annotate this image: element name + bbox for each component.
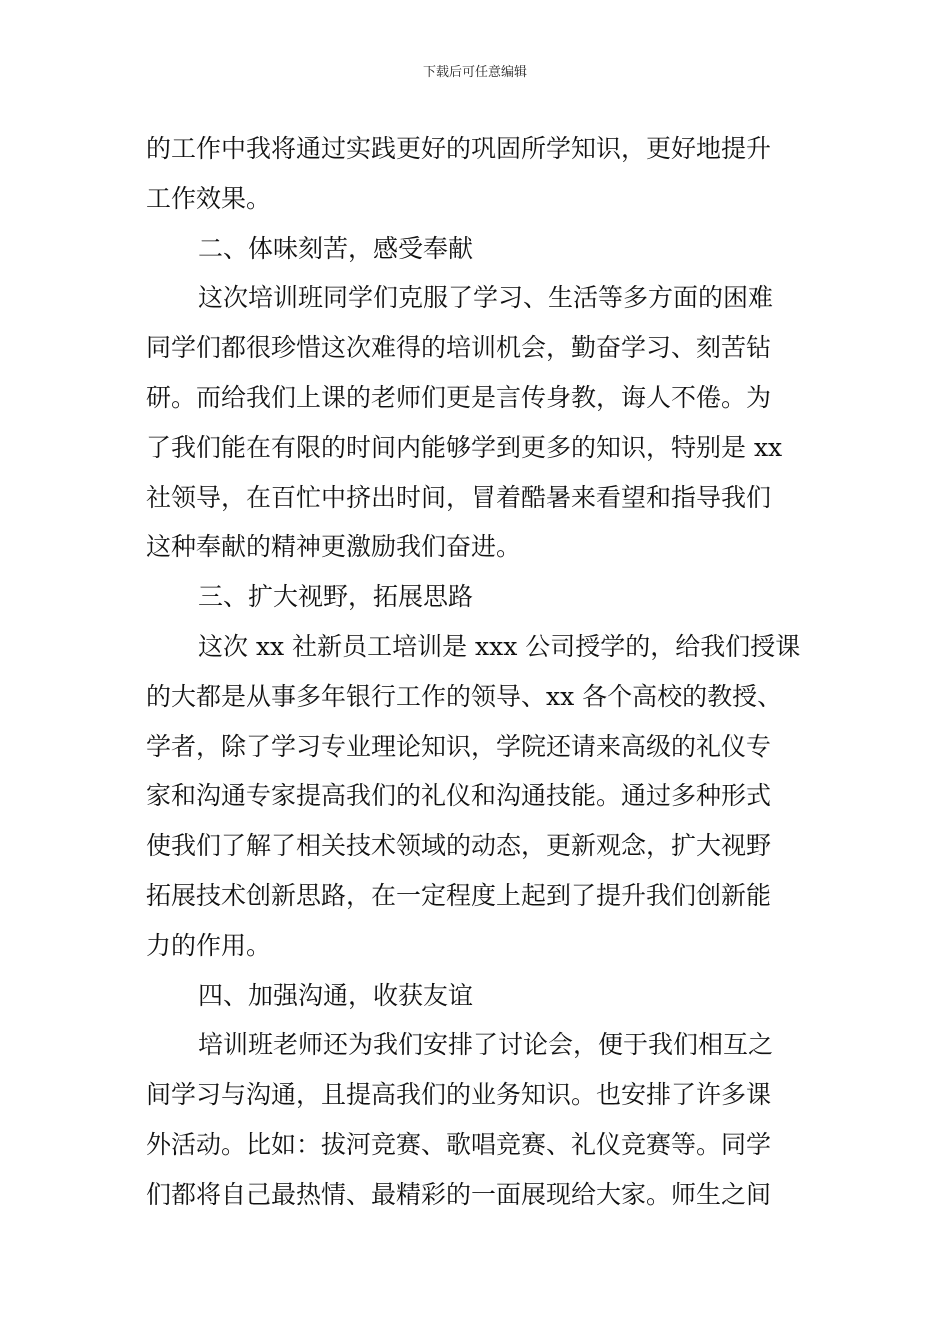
text-line: 力的作用。 bbox=[146, 930, 272, 960]
text-line: 拓展技术创新思路，在一定程度上起到了提升我们创新能 bbox=[146, 880, 772, 910]
text-line: 二、体味刻苦，感受奉献 bbox=[198, 233, 474, 263]
text-line: 同学们都很珍惜这次难得的培训机会，勤奋学习、刻苦钻 bbox=[146, 333, 772, 363]
text-line: 这种奉献的精神更激励我们奋进。 bbox=[146, 532, 522, 562]
text-line: 们都将自己最热情、最精彩的一面展现给大家。师生之间 bbox=[146, 1179, 772, 1209]
text-line: 了我们能在有限的时间内能够学到更多的知识，特别是 xx bbox=[146, 432, 783, 462]
text-line: 的工作中我将通过实践更好的巩固所学知识，更好地提升 bbox=[146, 134, 772, 163]
text-line: 社领导，在百忙中挤出时间，冒着酷暑来看望和指导我们 bbox=[146, 482, 772, 512]
text-line: 学者，除了学习专业理论知识，学院还请来高级的礼仪专 bbox=[146, 731, 772, 761]
text-line: 工作效果。 bbox=[146, 183, 272, 213]
text-line: 三、扩大视野，拓展思路 bbox=[198, 582, 474, 612]
text-line: 使我们了解了相关技术领域的动态，更新观念，扩大视野 bbox=[146, 831, 772, 861]
text-line: 外活动。比如：拔河竞赛、歌唱竞赛、礼仪竞赛等。同学 bbox=[146, 1129, 772, 1159]
text-line: 研。而给我们上课的老师们更是言传身教，诲人不倦。为 bbox=[146, 382, 772, 412]
text-line: 四、加强沟通，收获友谊 bbox=[198, 980, 474, 1010]
page-header-note: 下载后可任意编辑 bbox=[422, 65, 527, 80]
text-line: 家和沟通专家提高我们的礼仪和沟通技能。通过多种形式 bbox=[146, 781, 772, 811]
text-line: 间学习与沟通，且提高我们的业务知识。也安排了许多课 bbox=[146, 1080, 772, 1110]
text-line: 培训班老师还为我们安排了讨论会，便于我们相互之 bbox=[198, 1030, 774, 1060]
text-line: 这次培训班同学们克服了学习、生活等多方面的困难 bbox=[198, 283, 774, 313]
document-body bbox=[146, 124, 808, 1220]
text-line: 的大都是从事多年银行工作的领导、xx 各个高校的教授、 bbox=[146, 681, 783, 711]
text-line: 这次 xx 社新员工培训是 xxx 公司授学的，给我们授课 bbox=[198, 631, 801, 661]
